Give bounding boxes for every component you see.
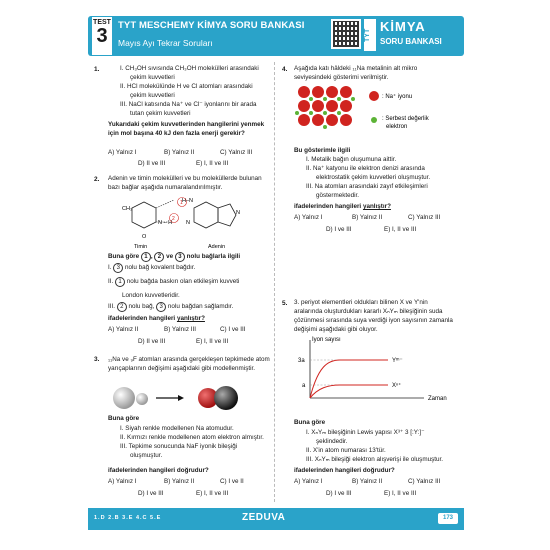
q2-s3-circle-a: 2	[117, 302, 127, 312]
q4-option-d[interactable]: D) I ve III	[326, 226, 352, 233]
q5-question: ifadelerinden hangileri doğrudur?	[294, 467, 395, 474]
q2-according-text: Buna göre	[108, 253, 140, 260]
q2-option-e[interactable]: E) I, II ve III	[196, 338, 229, 345]
q1-option-d[interactable]: D) II ve III	[138, 160, 166, 167]
q4-statement-1: I. Metalik bağın oluşumuna aittir.	[306, 156, 397, 163]
q3-statement-1: I. Siyah renkle modellenen Na atomudur.	[120, 425, 234, 432]
q2-option-c[interactable]: C) I ve III	[220, 326, 246, 333]
q3-option-b[interactable]: B) Yalnız II	[164, 478, 195, 485]
q2-s2b-text: London kuvvetleridir.	[122, 292, 180, 299]
q5-option-a[interactable]: A) Yalnız I	[294, 478, 323, 485]
q2-option-a[interactable]: A) Yalnız II	[108, 326, 139, 333]
q4-according: Bu gösterimle ilgili	[294, 147, 351, 154]
q5-series-x-line	[310, 385, 388, 398]
q5-option-c[interactable]: C) Yalnız III	[408, 478, 441, 485]
q4-legend-electron-2: elektron	[386, 124, 408, 130]
question-1	[108, 64, 270, 138]
q3-option-a[interactable]: A) Yalnız I	[108, 478, 137, 485]
q5-intro: 3. periyot elementleri oldukları bilinen X ve Y'nin aralarında oluşturdukları kararlı XₙYₘ bileşiğinin suda çözünmesi sırasında suya verdiği iyon sayısının zamanla değişimi aşağıdaki gibi oluyor.	[294, 299, 453, 333]
q3-atom-small	[136, 393, 148, 405]
column-divider	[274, 62, 275, 502]
q5-series-y-line	[310, 360, 388, 398]
q5-option-e[interactable]: E) I, II ve III	[384, 490, 417, 497]
q5-tick-a: a	[302, 383, 306, 389]
q1-option-a[interactable]: A) Yalnız I	[108, 149, 137, 156]
q4-legend-electron-icon	[371, 117, 377, 123]
q4-option-b[interactable]: B) Yalnız II	[352, 214, 383, 221]
q4-question-text: ifadelerinden hangileri	[294, 203, 362, 210]
q4-option-a[interactable]: A) Yalnız I	[294, 214, 323, 221]
svg-text:N: N	[186, 220, 190, 226]
q5-statement-1: I. XₙYₘ bileşiğinin Lewis yapısı X³⁺ 3 [:Y:]⁻ şeklindedir.	[306, 429, 425, 445]
q2-adenin-label: Adenin	[208, 244, 226, 250]
q4-option-e[interactable]: E) I, II ve III	[384, 226, 417, 233]
q2-bond-2-label: 2	[172, 216, 175, 222]
q5-option-d[interactable]: D) I ve III	[326, 490, 352, 497]
q2-option-d[interactable]: D) II ve III	[138, 338, 166, 345]
q4-metal-diagram	[294, 82, 464, 140]
publisher-logo: ZEDUVA	[242, 512, 286, 523]
q3-question: ifadelerinden hangileri doğrudur?	[108, 467, 209, 474]
q2-question-underline: yanlıştır?	[176, 315, 205, 322]
q2-timin-label: Timin	[134, 244, 148, 250]
brand-kimya: KİMYA	[380, 19, 426, 34]
q3-intro: ₁₁Na ve ₉F atomları arasında gerçekleşen tepkimede atom yarıçaplarının değişimi aşağıdaki gibi modellenmiştir.	[108, 356, 270, 372]
test-label: TEST	[93, 19, 111, 26]
q2-intro: Adenin ve timin molekülleri ve bu moleküllerde bulunan bazı bağlar aşağıda numaralandırılmıştır.	[108, 175, 262, 191]
q1-option-e[interactable]: E) I, II ve III	[196, 160, 229, 167]
q1-statement-2: II. HCl molekülünde H ve Cl atomları arasındaki çekim kuvvetleri	[120, 83, 253, 99]
q5-ion-chart	[296, 336, 456, 406]
q4-statement-3: III. Na atomları arasındaki zayıf etkileşimleri göstermektedir.	[306, 183, 428, 199]
q1-number: 1.	[94, 66, 100, 73]
q2-s3-circle-b: 3	[156, 302, 166, 312]
q2-s3b-text: nolu bağdan sağlamdır.	[167, 303, 234, 310]
page-number: 173	[438, 513, 458, 524]
q2-circle-2: 2	[154, 252, 164, 262]
answer-key: 1.D 2.B 3.E 4.C 5.E	[94, 515, 162, 521]
q4-legend-ion-icon	[369, 91, 379, 101]
page-subtitle: Mayıs Ayı Tekrar Soruları	[118, 38, 213, 48]
q4-statements	[294, 155, 454, 200]
svg-text:N: N	[236, 210, 240, 216]
test-number: 3	[96, 25, 108, 47]
q2-s3-text: nolu bağ,	[128, 303, 155, 310]
q2-statement-2: II. 1 nolu bağda baskın olan etkileşim kuvveti	[108, 278, 240, 285]
q2-circle-1: 1	[141, 252, 151, 262]
brand-soru-bankasi: SORU BANKASI	[380, 37, 442, 46]
q2-option-b[interactable]: B) Yalnız III	[164, 326, 196, 333]
q2-bond-1-label: 1	[180, 200, 183, 206]
q4-option-c[interactable]: C) Yalnız III	[408, 214, 441, 221]
q5-option-b[interactable]: B) Yalnız II	[352, 478, 383, 485]
test-badge	[92, 17, 112, 55]
q2-circle-3: 3	[175, 252, 185, 262]
tyt-badge: TYT	[364, 19, 376, 51]
q1-question: Yukarıdaki çekim kuvvetlerinden hangilerini yenmek için mol başına 40 kJ den fazla enerji gerekir?	[108, 121, 265, 137]
q4-question	[294, 202, 391, 211]
q4-number: 4.	[282, 66, 288, 73]
q5-xlabel: Zaman	[428, 396, 447, 402]
q3-according: Buna göre	[108, 415, 140, 422]
q5-series-y-label: Yᵐ⁻	[392, 358, 403, 364]
svg-text:O: O	[142, 234, 147, 240]
q4-legend-electron-1: : Serbest değerlik	[382, 116, 429, 122]
svg-text:CH₃: CH₃	[122, 206, 133, 212]
page-title: TYT MESCHEMY KİMYA SORU BANKASI	[118, 20, 305, 31]
q5-ylabel: İyon sayısı	[312, 337, 341, 343]
q5-statement-2: II. X'in atom numarası 13'tür.	[306, 447, 386, 454]
q3-statements	[108, 424, 270, 460]
q2-according-tail: nolu bağlarla ilgili	[186, 253, 241, 260]
q1-statement-1: I. CH₃OH sıvısında CH₃OH molekülleri arasındaki çekim kuvvetleri	[120, 65, 259, 81]
q3-option-d[interactable]: D) I ve III	[138, 490, 164, 497]
q2-s2-circle: 1	[115, 277, 125, 287]
q3-ion-black	[214, 386, 238, 410]
q3-option-e[interactable]: E) I, II ve III	[196, 490, 229, 497]
q3-option-c[interactable]: C) I ve II	[220, 478, 244, 485]
q2-statement-1: I. 3 nolu bağ kovalent bağdır.	[108, 264, 196, 271]
q2-s2-text: nolu bağda baskın olan etkileşim kuvveti	[126, 278, 240, 285]
q4-question-underline: yanlıştır?	[362, 203, 391, 210]
q5-statements	[294, 428, 454, 464]
q5-tick-3a: 3a	[298, 358, 305, 364]
q3-statement-2: II. Kırmızı renkle modellenen atom elektron almıştır.	[120, 434, 264, 441]
q4-statement-2: II. Na⁺ katyonu ile elektron denizi arasında elektrostatik çekim kuvvetleri oluşmuştur.	[306, 165, 431, 181]
q4-legend-ion: : Na⁺ iyonu	[382, 94, 413, 100]
q5-number: 5.	[282, 300, 288, 307]
q3-atom-large	[113, 387, 135, 409]
q5-according: Buna göre	[294, 419, 326, 426]
q4-intro: Aşağıda katı hâldeki ₁₁Na metalinin alt mikro seviyesindeki gösterimi verilmiştir.	[294, 65, 418, 81]
q2-molecule-diagram	[112, 194, 272, 252]
q2-number: 2.	[94, 176, 100, 183]
q2-according: Buna göre 1 , 2 ve 3 nolu bağlarla ilgili	[108, 253, 241, 260]
q5-statement-3: III. XₙYₘ bileşiği elektron alışverişi ile oluşmuştur.	[306, 456, 443, 463]
q3-radius-diagram	[112, 384, 272, 412]
q3-arrow	[178, 395, 184, 401]
svg-text:N – H: N – H	[158, 220, 173, 226]
q2-s1-circle: 3	[113, 263, 123, 273]
svg-text:H–N: H–N	[182, 198, 194, 204]
q2-statement-3: III. 2 nolu bağ, 3 nolu bağdan sağlamdır.	[108, 303, 234, 310]
q2-s1-text: nolu bağ kovalent bağdır.	[125, 264, 196, 271]
q5-series-x-label: Xⁿ⁺	[392, 383, 402, 389]
q4-na-ion-grid	[298, 86, 352, 126]
q1-statement-3: III. NaCl katısında Na⁺ ve Cl⁻ iyonlarını bir arada tutan çekim kuvvetleri	[120, 101, 257, 117]
q2-question-text: ifadelerinden hangileri	[108, 315, 176, 322]
q3-number: 3.	[94, 356, 100, 363]
q2-question	[108, 314, 205, 323]
qr-code[interactable]	[331, 19, 361, 49]
q1-option-b[interactable]: B) Yalnız II	[164, 149, 195, 156]
q3-statement-3: III. Tepkime sonucunda NaF iyonik bileşiği oluşmuştur.	[120, 443, 238, 459]
q2-according-ve: ve	[166, 253, 174, 260]
q1-option-c[interactable]: C) Yalnız III	[220, 149, 253, 156]
